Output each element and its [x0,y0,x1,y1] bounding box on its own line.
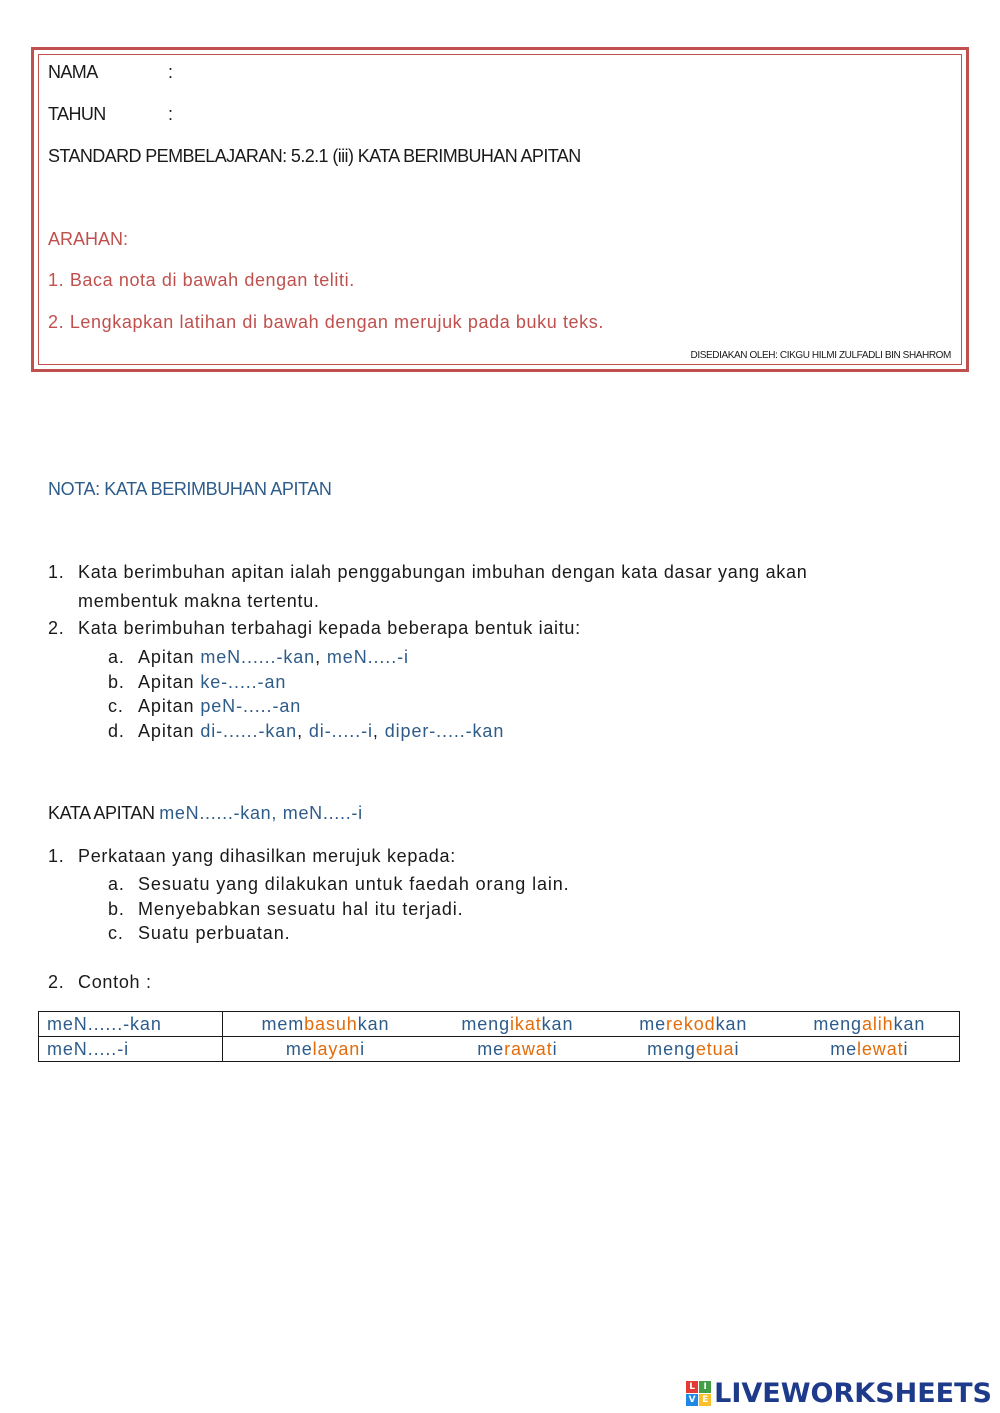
word-affix: kan [357,1014,390,1034]
word-root: rawat [504,1039,553,1059]
meaning-text: Suatu perbuatan. [138,923,291,943]
word-root: etua [695,1039,735,1059]
apitan-type-cell: meN.....-i [39,1037,223,1062]
word-root: ikat [510,1014,542,1034]
word-affix: i [552,1039,558,1059]
nota-title: NOTA: KATA BERIMBUHAN APITAN [48,479,332,499]
table-row [39,1012,960,1037]
nota-point-2-num: 2. [48,618,65,638]
nama-label: NAMA [48,62,98,82]
bentuk-prefix: Apitan [138,721,201,741]
word-affix: meng [647,1039,696,1059]
tahun-colon: : [168,104,173,124]
bentuk-label: a. [108,647,125,667]
bentuk-item-b [108,672,286,693]
word-affix: kan [541,1014,574,1034]
meaning-label: b. [108,899,125,919]
liveworksheets-logo[interactable] [686,1378,992,1409]
meaning-item-c [108,923,291,944]
word-affix: i [360,1039,366,1059]
word-affix: me [639,1014,667,1034]
word-root: alih [861,1014,894,1034]
kata-apitan-point-2-text: Contoh : [78,972,152,992]
logo-mark-letter: L [686,1381,698,1393]
word-affix: i [734,1039,740,1059]
bentuk-label: c. [108,696,124,716]
nota-point-2-text: Kata berimbuhan terbahagi kepada beberapa bentuk iaitu: [78,618,581,638]
arahan-title: ARAHAN: [48,229,129,249]
word-root: rekod [666,1014,716,1034]
bentuk-prefix: Apitan [138,647,201,667]
kata-apitan-title [48,803,363,824]
bentuk-separator: , [297,721,309,741]
example-word-cell [780,1037,960,1062]
table-row [39,1037,960,1062]
word-affix: me [830,1039,857,1059]
prepared-by: DISEDIAKAN OLEH: CIKGU HILMI ZULFADLI BIN SHAHROM [690,350,951,361]
word-affix: meng [813,1014,862,1034]
contoh-table [38,1011,960,1062]
word-affix: me [285,1039,313,1059]
standard-pembelajaran: STANDARD PEMBELAJARAN: 5.2.1 (iii) KATA BERIMBUHAN APITAN [48,146,581,166]
nama-colon: : [168,62,173,82]
word-root: basuh [304,1014,358,1034]
word-affix: kan [715,1014,748,1034]
example-word-cell [223,1037,428,1062]
kata-apitan-title-prefix: KATA APITAN [48,803,160,823]
logo-mark-letter: E [699,1394,711,1406]
kata-apitan-form-2: meN.....-i [282,803,363,823]
example-word-cell [428,1012,607,1037]
word-affix: kan [893,1014,926,1034]
bentuk-separator: , [372,721,385,741]
kata-apitan-point-1-num: 1. [48,846,65,866]
example-word-cell [780,1012,960,1037]
meaning-text: Menyebabkan sesuatu hal itu terjadi. [138,899,464,919]
arahan-item-2: 2. Lengkapkan latihan di bawah dengan merujuk pada buku teks. [48,312,604,332]
logo-mark-letter: V [686,1394,698,1406]
bentuk-separator: , [315,647,327,667]
logo-mark-letter: I [699,1381,711,1393]
apitan-type-cell: meN......-kan [39,1012,223,1037]
bentuk-item-a [108,647,409,668]
meaning-label: a. [108,874,125,894]
example-word-cell [223,1012,428,1037]
meaning-label: c. [108,923,124,943]
word-root: lewat [857,1039,904,1059]
word-affix: meng [461,1014,511,1034]
kata-apitan-point-1-text: Perkataan yang dihasilkan merujuk kepada: [78,846,456,866]
kata-apitan-point-2 [48,972,152,993]
word-root: layan [312,1039,361,1059]
bentuk-form: diper-.....-kan [384,721,505,741]
bentuk-prefix: Apitan [138,672,201,692]
nama-line [48,62,173,83]
liveworksheets-logo-mark-icon [686,1381,711,1406]
bentuk-form: meN......-kan [200,647,316,667]
bentuk-item-d [108,721,504,742]
bentuk-form: meN.....-i [326,647,409,667]
kata-apitan-form-1: meN......-kan [159,803,272,823]
meaning-text: Sesuatu yang dilakukan untuk faedah orang lain. [138,874,570,894]
arahan-item-1: 1. Baca nota di bawah dengan teliti. [48,270,355,290]
meaning-item-b [108,899,464,920]
nota-point-1-num: 1. [48,562,65,582]
word-affix: i [903,1039,909,1059]
logo-text: LIVEWORKSHEETS [714,1378,992,1409]
meaning-item-a [108,874,570,895]
nota-point-2 [48,618,581,639]
bentuk-form: di-.....-i [308,721,373,741]
bentuk-form: ke-.....-an [200,672,287,692]
nota-point-1 [48,562,807,583]
bentuk-label: d. [108,721,125,741]
bentuk-prefix: Apitan [138,696,201,716]
bentuk-form: di-......-kan [200,721,298,741]
word-affix: me [477,1039,505,1059]
word-affix: mem [261,1014,305,1034]
example-word-cell [607,1012,780,1037]
example-word-cell [607,1037,780,1062]
bentuk-label: b. [108,672,125,692]
example-word-cell [428,1037,607,1062]
kata-apitan-point-1 [48,846,456,867]
nota-point-1-cont: membentuk makna tertentu. [78,591,320,611]
bentuk-item-c [108,696,301,717]
tahun-line [48,104,173,125]
tahun-label: TAHUN [48,104,106,124]
kata-apitan-point-2-num: 2. [48,972,65,992]
nota-point-1-text: Kata berimbuhan apitan ialah penggabungan imbuhan dengan kata dasar yang akan [78,562,808,582]
kata-apitan-title-sep: , [271,803,283,823]
bentuk-form: peN-.....-an [200,696,302,716]
